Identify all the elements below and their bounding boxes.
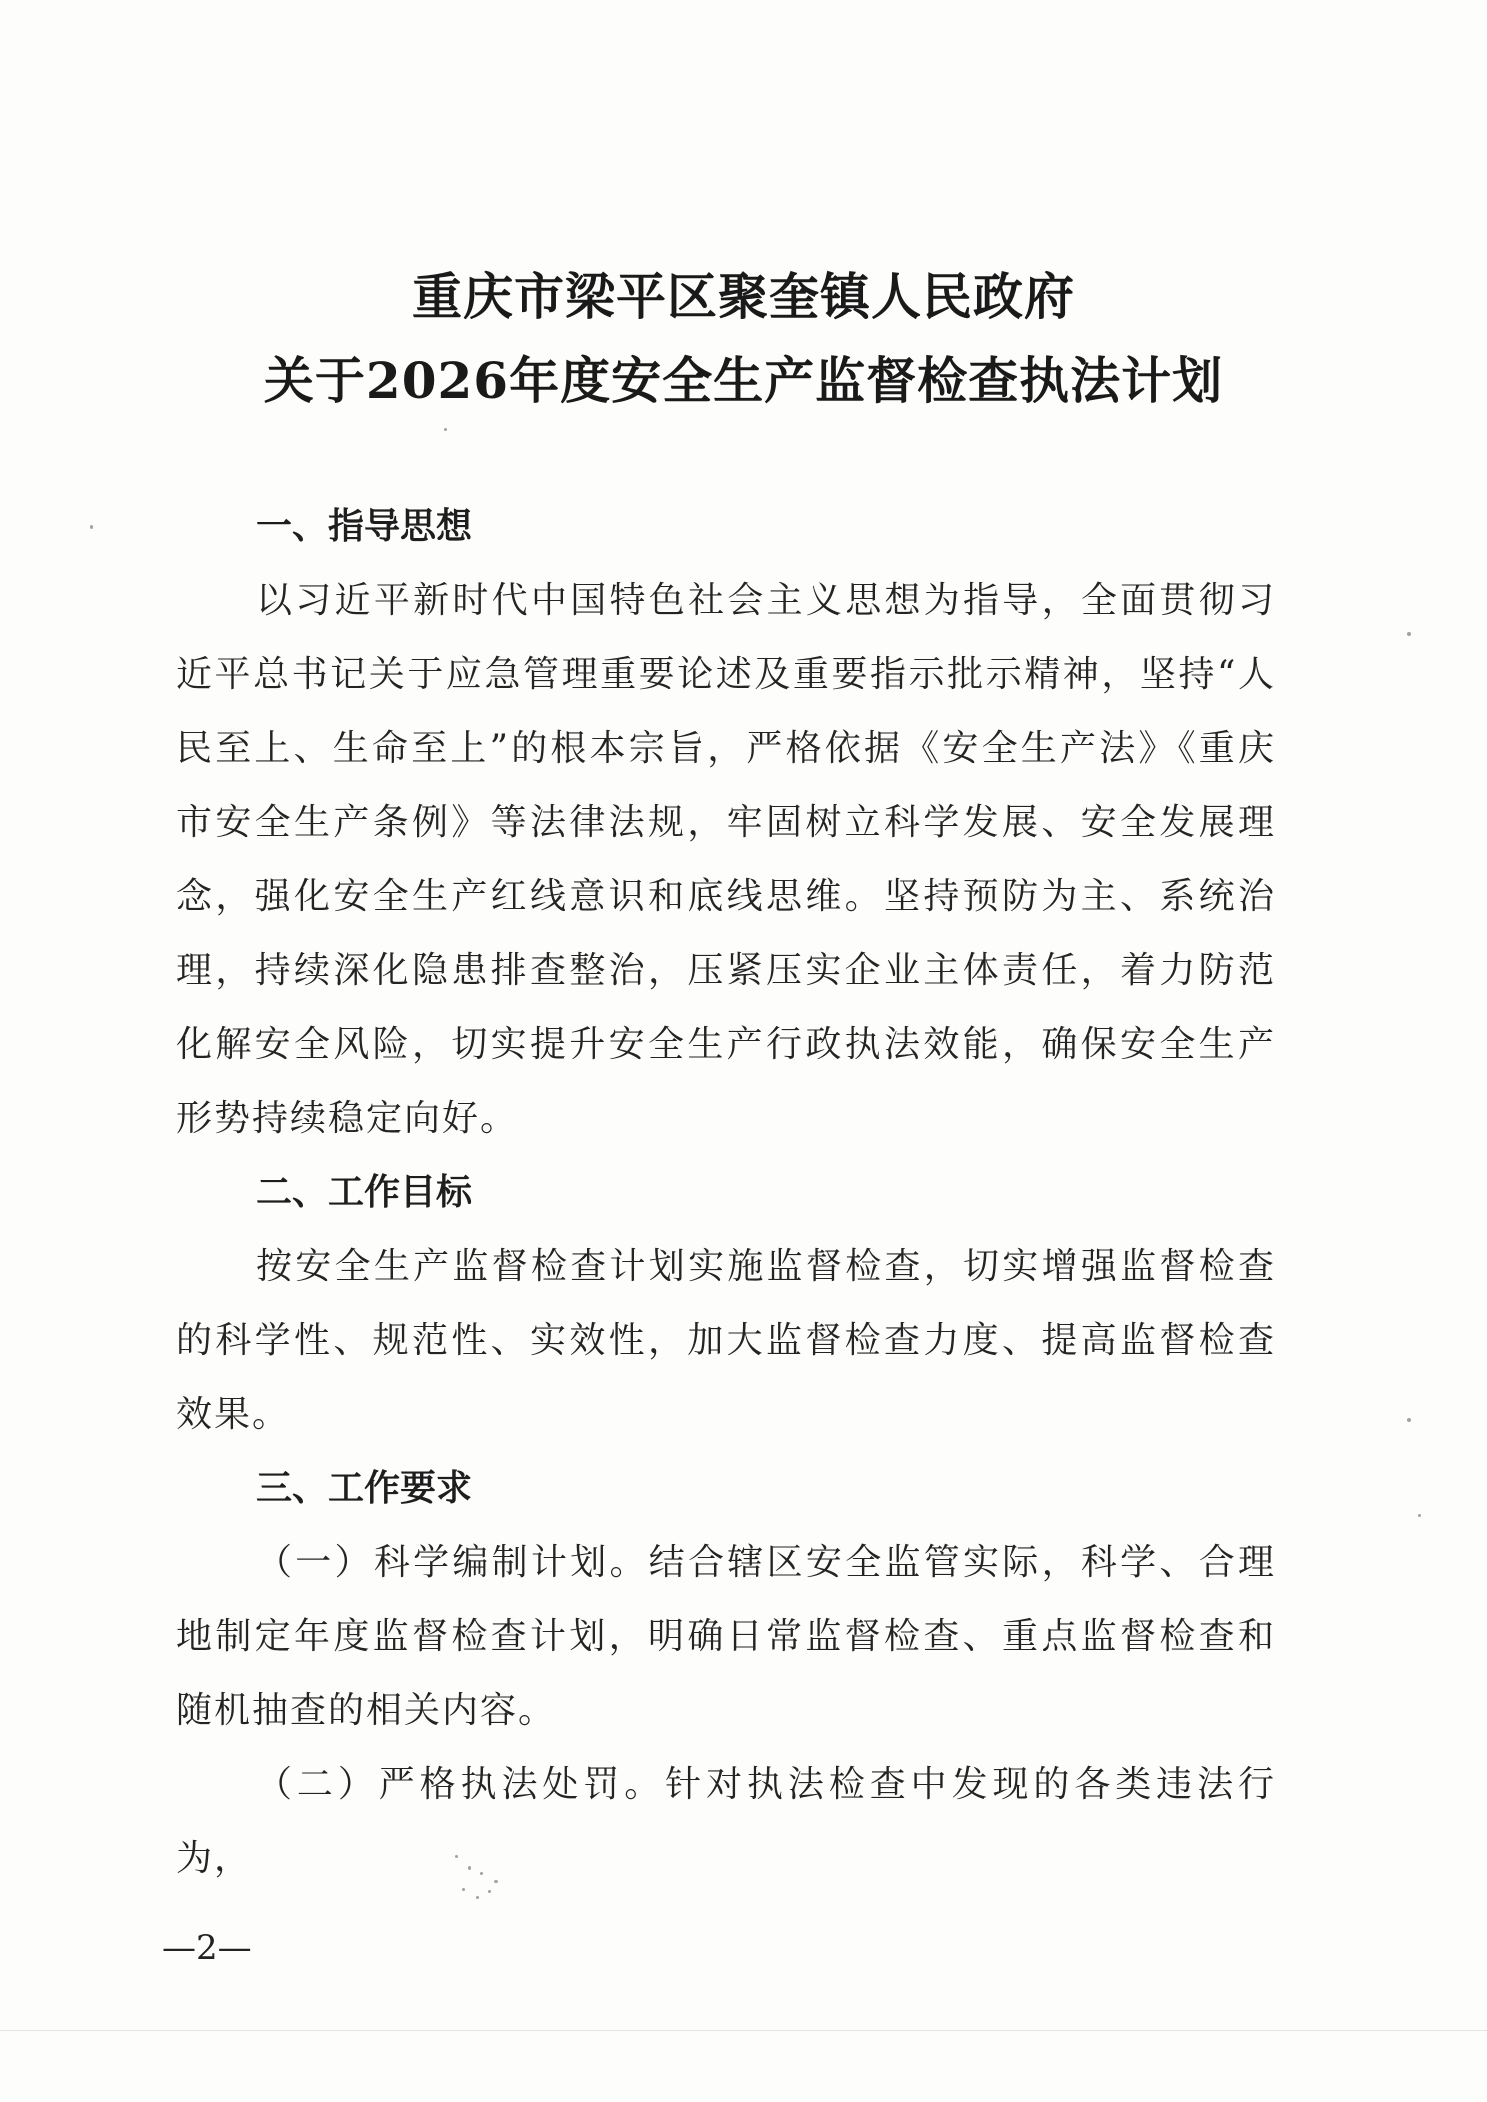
section-heading-work-requirements: 三、工作要求	[256, 1468, 473, 1509]
paragraph-requirement-2: （二）严格执法处罚。针对执法检查中发现的各类违法行为，	[176, 1764, 1276, 1879]
paragraph-requirement-1: （一）科学编制计划。结合辖区安全监管实际，科学、合理地制定年度监督检查计划，明确日常监督检查、重点监督检查和随机抽查的相关内容。	[176, 1542, 1276, 1731]
scan-edge-line	[0, 2030, 1487, 2031]
scan-speck	[455, 1855, 458, 1858]
document-body	[176, 490, 1276, 1896]
scan-speck	[1418, 1514, 1421, 1517]
section-heading-guiding-ideology: 一、指导思想	[256, 506, 473, 547]
scan-speck	[1407, 1418, 1411, 1422]
scan-speck	[90, 525, 93, 529]
scan-speck	[480, 1872, 483, 1875]
scan-speck	[1407, 632, 1411, 636]
scan-speck	[494, 1880, 498, 1883]
document-title	[0, 255, 1487, 423]
scan-speck	[468, 1866, 471, 1870]
paragraph-guiding-ideology: 以习近平新时代中国特色社会主义思想为指导，全面贯彻习近平总书记关于应急管理重要论述及重要指示批示精神，坚持“人民至上、生命至上”的根本宗旨，严格依据《安全生产法》《重庆市安全生产条例》等法律法规，牢固树立科学发展、安全发展理念，强化安全生产红线意识和底线思维。坚持预防为主、系统治理，持续深化隐患排查整治，压紧压实企业主体责任，着力防范化解安全风险，切实提升安全生产行政执法效能，确保安全生产形势持续稳定向好。	[176, 580, 1276, 1139]
scan-speck	[476, 1896, 479, 1899]
title-line-1: 重庆市梁平区聚奎镇人民政府	[412, 267, 1075, 326]
scan-speck	[444, 428, 447, 431]
paragraph-work-goals: 按安全生产监督检查计划实施监督检查，切实增强监督检查的科学性、规范性、实效性，加大监督检查力度、提高监督检查效果。	[176, 1246, 1276, 1435]
page-number: —2—	[162, 1928, 252, 1968]
section-heading-work-goals: 二、工作目标	[256, 1172, 473, 1213]
title-line-2: 关于2026年度安全生产监督检查执法计划	[263, 351, 1224, 410]
scan-speck	[462, 1888, 465, 1891]
scan-speck	[488, 1890, 491, 1893]
